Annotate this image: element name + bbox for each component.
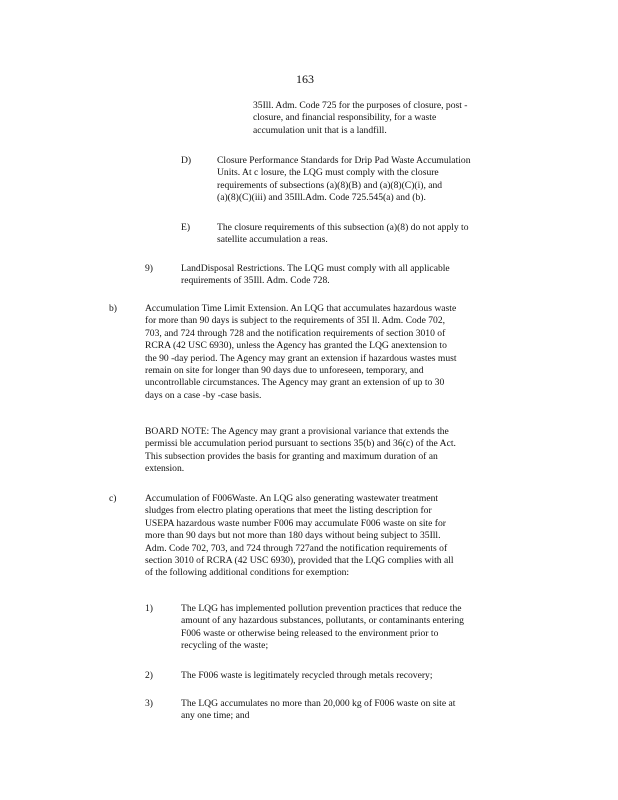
text-line: days on a case -by -case basis.	[145, 389, 262, 401]
item-b-time-limit-extension	[145, 303, 532, 402]
item-d-closure-performance	[217, 155, 528, 205]
item-c1-pollution-prevention	[181, 603, 532, 653]
text-line: uncontrollable circumstances. The Agency may grant an extension of up to 30	[145, 377, 445, 389]
text-line: sludges from electro plating operations that meet the listing description for	[145, 505, 432, 517]
text-line: USEPA hazardous waste number F006 may accumulate F006 waste on site for	[145, 517, 446, 529]
item-label-c1: 1)	[145, 603, 153, 614]
board-note	[145, 426, 530, 476]
item-label-9: 9)	[145, 263, 153, 274]
text-line: of the following additional conditions for exemption:	[145, 567, 350, 579]
text-line: requirements of 35Ill. Adm. Code 728.	[181, 275, 330, 287]
text-line: Accumulation Time Limit Extension. An LQG that accumulates hazardous waste	[145, 303, 457, 314]
text-line: any one time; and	[181, 710, 250, 722]
text-line: BOARD NOTE: The Agency may grant a provisional variance that extends the	[145, 426, 449, 437]
text-line: recycling of the waste;	[181, 640, 269, 652]
text-line: more than 90 days but not more than 180 days without being subject to 35Ill.	[145, 530, 441, 542]
item-label-c3: 3)	[145, 698, 153, 709]
text-line: remain on site for longer than 90 days due to unforeseen, temporary, and	[145, 365, 424, 377]
item-9-land-disposal	[181, 263, 507, 288]
text-line: extension.	[145, 463, 185, 475]
text-line: The closure requirements of this subsection (a)(8) do not apply to	[217, 222, 469, 233]
text-line: the 90 -day period. The Agency may grant an extension if hazardous wastes must	[145, 352, 457, 364]
text-line: LandDisposal Restrictions. The LQG must comply with all applicable	[181, 263, 450, 274]
text-line: F006 waste or otherwise being released to the environment prior to	[181, 627, 439, 639]
text-line: Closure Performance Standards for Drip Pad Waste Accumulation	[217, 155, 471, 166]
item-label-c: c)	[109, 493, 117, 504]
text-line: section 3010 of RCRA (42 USC 6930), provided that the LQG complies with all	[145, 555, 454, 567]
text-line: Adm. Code 702, 703, and 724 through 727and the notification requirements of	[145, 542, 448, 554]
item-c3-accumulation-limit	[181, 698, 523, 723]
text-line: The F006 waste is legitimately recycled through metals recovery;	[181, 670, 433, 681]
text-line: The LQG has implemented pollution prevention practices that reduce the	[181, 603, 462, 614]
text-line: amount of any hazardous substances, pollutants, or contaminants entering	[181, 615, 464, 627]
item-label-b: b)	[109, 303, 117, 314]
text-line: RCRA (42 USC 6930), unless the Agency has granted the LQG anextension to	[145, 340, 447, 352]
item-label-e: E)	[181, 222, 191, 233]
text-line: 703, and 724 through 728 and the notification requirements of section 3010 of	[145, 327, 446, 339]
continuation-paragraph	[253, 100, 532, 137]
text-line: The LQG accumulates no more than 20,000 kg of F006 waste on site at	[181, 698, 456, 709]
text-line: 35Ill. Adm. Code 725 for the purposes of closure, post -	[253, 100, 468, 111]
item-c2-recycled	[181, 670, 497, 682]
text-line: for more than 90 days is subject to the requirements of 35I ll. Adm. Code 702,	[145, 315, 446, 327]
item-label-c2: 2)	[145, 670, 153, 681]
text-line: requirements of subsections (a)(8)(B) and (a)(8)(C)(i), and	[217, 179, 443, 191]
text-line: Units. At c losure, the LQG must comply with the closure	[217, 167, 439, 179]
page-number: 163	[296, 72, 314, 86]
text-line: satellite accumulation a reas.	[217, 234, 328, 246]
item-c-f006-accumulation	[145, 493, 532, 580]
text-line: Accumulation of F006Waste. An LQG also generating wastewater treatment	[145, 493, 439, 504]
text-line: permissi ble accumulation period pursuant to sections 35(b) and 36(c) of the Act.	[145, 438, 456, 450]
text-line: (a)(8)(C)(iii) and 35Ill.Adm. Code 725.545(a) and (b).	[217, 192, 426, 204]
text-line: accumulation unit that is a landfill.	[253, 124, 387, 136]
text-line: closure, and financial responsibility, for a waste	[253, 112, 437, 124]
item-e-closure-requirements	[217, 222, 533, 247]
text-line: This subsection provides the basis for granting and maximum duration of an	[145, 450, 438, 462]
item-label-d: D)	[181, 155, 192, 166]
